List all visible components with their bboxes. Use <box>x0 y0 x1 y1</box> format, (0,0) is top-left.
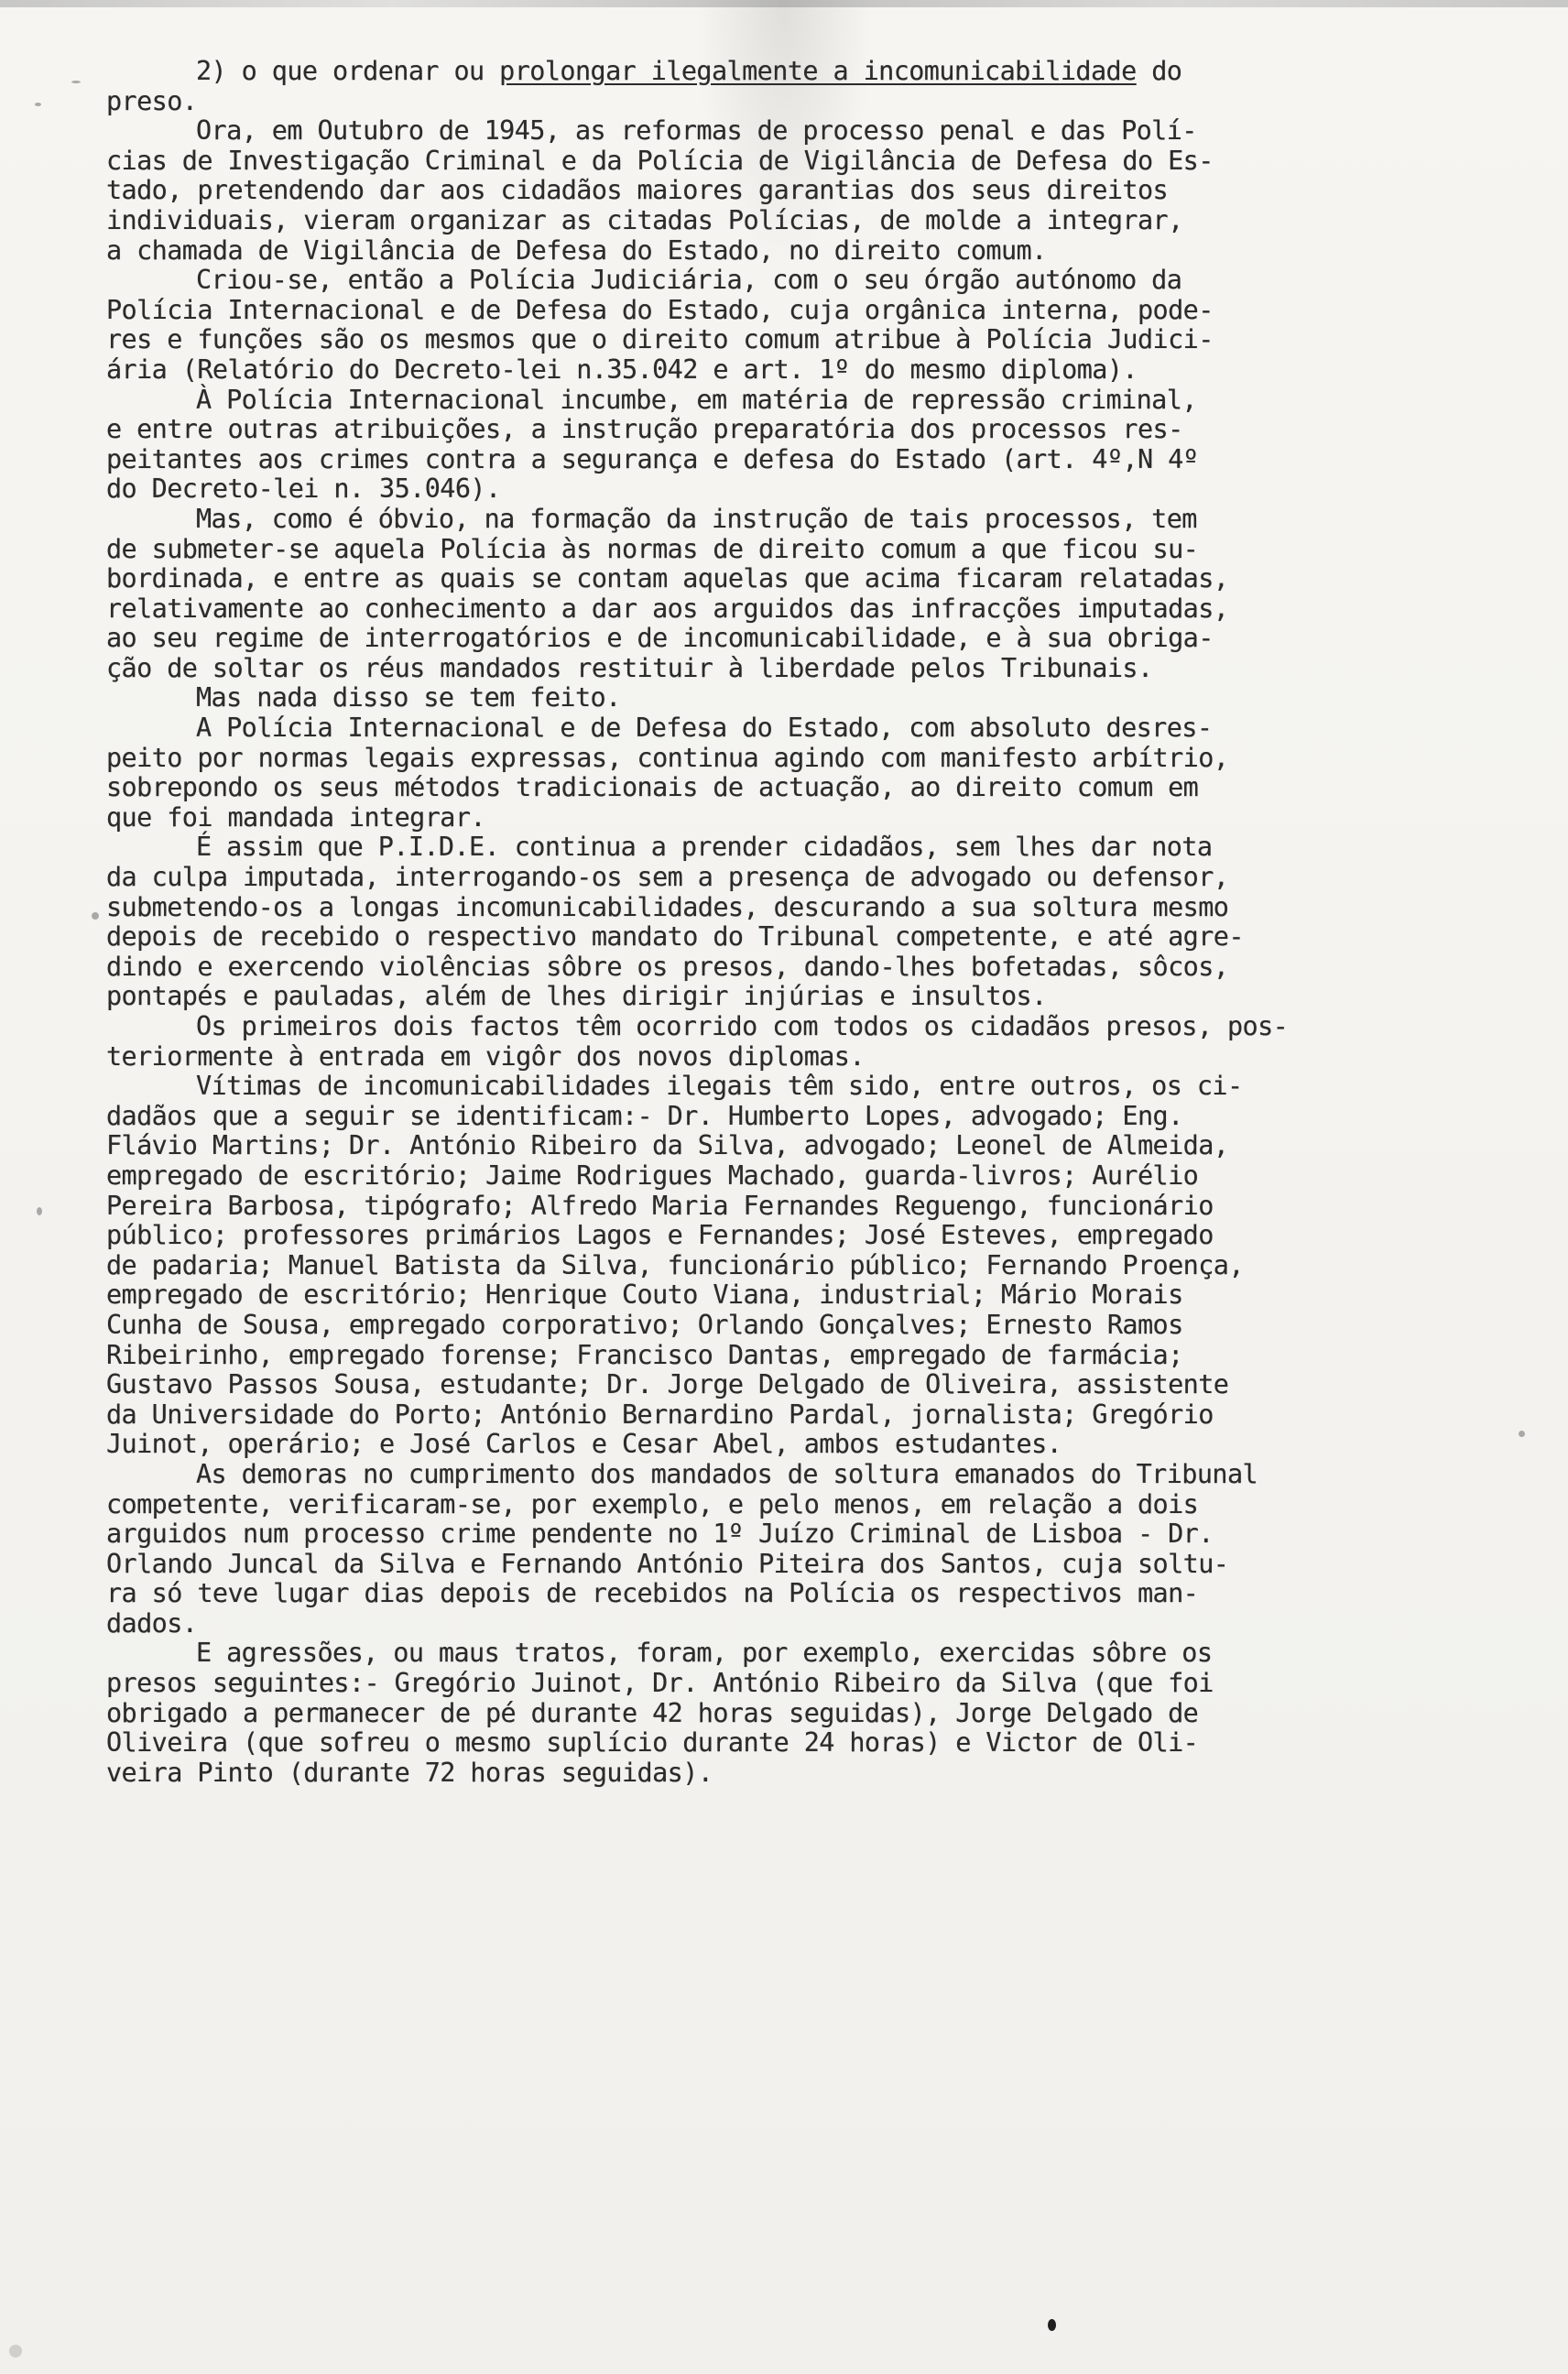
text-line <box>106 1430 1471 1460</box>
text-run: À Polícia Internacional incumbe, em matéria de repressão criminal, <box>196 384 1197 415</box>
text-line <box>106 1370 1471 1400</box>
text-line <box>106 1759 1471 1789</box>
text-line <box>106 445 1471 475</box>
text-run: A Polícia Internacional e de Defesa do Estado, com absoluto desres- <box>196 713 1213 744</box>
text-run: cias de Investigação Criminal e da Polícia de Vigilância de Defesa do Es- <box>106 145 1214 176</box>
text-line <box>106 1728 1471 1759</box>
text-line <box>106 1042 1471 1073</box>
text-line <box>106 833 1471 863</box>
text-run: empregado de escritório; Henrique Couto Viana, industrial; Mário Morais <box>106 1280 1183 1311</box>
text-run: do <box>1136 56 1182 86</box>
text-run: obrigado a permanecer de pé durante 42 horas seguidas), Jorge Delgado de <box>106 1697 1199 1728</box>
text-run: dadãos que a seguir se identificam:- Dr. Humberto Lopes, advogado; Eng. <box>106 1100 1183 1131</box>
text-line <box>106 236 1471 267</box>
text-run: ária (Relatório do Decreto-lei n.35.042 e art. 1º do mesmo diploma). <box>106 354 1138 385</box>
text-line <box>106 1102 1471 1132</box>
text-run: As demoras no cumprimento dos mandados de soltura emanados do Tribunal <box>196 1458 1258 1489</box>
text-line <box>106 683 1471 713</box>
text-line <box>106 863 1471 893</box>
text-line <box>106 386 1471 416</box>
text-run: Polícia Internacional e de Defesa do Estado, cuja orgânica interna, pode- <box>106 294 1214 325</box>
scan-speck <box>37 1207 42 1215</box>
text-run: tado, pretendendo dar aos cidadãos maiores garantias dos seus direitos <box>106 175 1169 206</box>
text-line <box>106 1639 1471 1669</box>
text-line <box>106 535 1471 565</box>
text-line <box>106 1550 1471 1580</box>
text-run: Pereira Barbosa, tipógrafo; Alfredo Maria Fernandes Reguengo, funcionário <box>106 1190 1214 1221</box>
text-run: Flávio Martins; Dr. António Ribeiro da Silva, advogado; Leonel de Almeida, <box>106 1130 1229 1161</box>
text-line <box>106 744 1471 774</box>
text-line <box>106 564 1471 594</box>
scan-speck <box>9 2345 22 2358</box>
text-run: ao seu regime de interrogatórios e de incomunicabilidade, e à sua obriga- <box>106 623 1214 654</box>
text-run: Vítimas de incomunicabilidades ilegais têm sido, entre outros, os ci- <box>196 1071 1243 1102</box>
text-run: arguidos num processo crime pendente no 1º Juízo Criminal de Lisboa - Dr. <box>106 1519 1214 1550</box>
ink-mark <box>1048 2319 1056 2331</box>
scan-speck <box>92 912 99 920</box>
text-line <box>106 505 1471 535</box>
text-run: ção de soltar os réus mandados restituir à liberdade pelos Tribunais. <box>106 652 1153 683</box>
text-line <box>106 296 1471 326</box>
text-line <box>106 1490 1471 1520</box>
text-line <box>106 87 1471 117</box>
text-run: ra só teve lugar dias depois de recebidos na Polícia os respectivos man- <box>106 1578 1199 1609</box>
text-line <box>106 654 1471 684</box>
text-line <box>106 415 1471 445</box>
text-line <box>106 773 1471 803</box>
text-line <box>106 803 1471 833</box>
text-line <box>106 1311 1471 1341</box>
text-line <box>106 1579 1471 1609</box>
text-run: Gustavo Passos Sousa, estudante; Dr. Jorge Delgado de Oliveira, assistente <box>106 1369 1229 1400</box>
text-line <box>106 893 1471 923</box>
text-line <box>106 266 1471 296</box>
text-run: presos seguintes:- Gregório Juinot, Dr. António Ribeiro da Silva (que foi <box>106 1668 1214 1699</box>
text-line <box>106 1609 1471 1639</box>
text-line <box>106 1221 1471 1251</box>
text-run: público; professores primários Lagos e Fernandes; José Esteves, empregado <box>106 1220 1214 1251</box>
text-line <box>106 624 1471 654</box>
text-run: Juinot, operário; e José Carlos e Cesar Abel, ambos estudantes. <box>106 1429 1062 1460</box>
underlined-text: prolongar ilegalmente a incomunicabilidade <box>499 56 1137 86</box>
text-run: peitantes aos crimes contra a segurança e defesa do Estado (art. 4º,N 4º <box>106 443 1199 474</box>
text-line <box>106 355 1471 386</box>
text-line <box>106 147 1471 177</box>
document-body <box>106 57 1471 1788</box>
text-run: pontapés e pauladas, além de lhes dirigir injúrias e insultos. <box>106 981 1047 1012</box>
text-run: dindo e exercendo violências sôbre os presos, dando-lhes bofetadas, sôcos, <box>106 951 1229 982</box>
text-run: depois de recebido o respectivo mandato do Tribunal competente, e até agre- <box>106 921 1244 953</box>
text-line <box>106 206 1471 236</box>
text-line <box>106 1161 1471 1192</box>
text-run: bordinada, e entre as quais se contam aquelas que acima ficaram relatadas, <box>106 563 1229 594</box>
text-line <box>106 1012 1471 1042</box>
text-run: empregado de escritório; Jaime Rodrigues Machado, guarda-livros; Aurélio <box>106 1160 1199 1191</box>
text-line <box>106 1192 1471 1222</box>
text-line <box>106 57 1471 87</box>
text-line <box>106 1400 1471 1431</box>
text-line <box>106 1131 1471 1161</box>
text-line <box>106 1251 1471 1281</box>
text-run: dados. <box>106 1607 198 1639</box>
text-line <box>106 325 1471 355</box>
text-run: do Decreto-lei n. 35.046). <box>106 474 501 505</box>
text-line <box>106 982 1471 1012</box>
text-run: res e funções são os mesmos que o direito comum atribue à Polícia Judici- <box>106 324 1214 355</box>
text-run: teriormente à entrada em vigôr dos novos diplomas. <box>106 1040 865 1072</box>
text-run: da culpa imputada, interrogando-os sem a presença de advogado ou defensor, <box>106 862 1229 893</box>
text-run: Oliveira (que sofreu o mesmo suplício durante 24 horas) e Victor de Oli- <box>106 1727 1199 1759</box>
text-run: Mas, como é óbvio, na formação da instrução de tais processos, tem <box>196 503 1197 534</box>
text-run: de padaria; Manuel Batista da Silva, funcionário público; Fernando Proença, <box>106 1249 1244 1280</box>
text-line <box>106 1341 1471 1371</box>
text-run: relativamente ao conhecimento a dar aos arguidos das infracções imputadas, <box>106 593 1229 624</box>
text-line <box>106 1699 1471 1729</box>
text-run: Mas nada disso se tem feito. <box>196 682 621 713</box>
text-line <box>106 922 1471 953</box>
text-run: da Universidade do Porto; António Bernardino Pardal, jornalista; Gregório <box>106 1399 1214 1430</box>
text-line <box>106 1519 1471 1550</box>
text-run: 2) o que ordenar ou <box>196 56 500 86</box>
text-line <box>106 116 1471 147</box>
text-run: individuais, vieram organizar as citadas Polícias, de molde a integrar, <box>106 204 1183 235</box>
text-line <box>106 1460 1471 1490</box>
text-line <box>106 594 1471 625</box>
text-line <box>106 953 1471 983</box>
text-run: preso. <box>106 85 198 116</box>
text-run: E agressões, ou maus tratos, foram, por exemplo, exercidas sôbre os <box>196 1638 1213 1669</box>
scan-top-edge <box>0 0 1568 7</box>
text-run: É assim que P.I.D.E. continua a prender cidadãos, sem lhes dar nota <box>196 832 1213 863</box>
text-line <box>106 1669 1471 1699</box>
text-run: Os primeiros dois factos têm ocorrido com todos os cidadãos presos, pos- <box>196 1011 1289 1041</box>
text-run: peito por normas legais expressas, continua agindo com manifesto arbítrio, <box>106 742 1229 773</box>
text-line <box>106 713 1471 744</box>
scan-speck <box>35 103 41 106</box>
text-run: Ribeirinho, empregado forense; Francisco Dantas, empregado de farmácia; <box>106 1339 1183 1370</box>
text-run: Orlando Juncal da Silva e Fernando António Piteira dos Santos, cuja soltu- <box>106 1548 1229 1579</box>
text-run: de submeter-se aquela Polícia às normas de direito comum a que ficou su- <box>106 533 1199 564</box>
text-line <box>106 474 1471 505</box>
text-line <box>106 176 1471 206</box>
scan-speck <box>1519 1431 1525 1437</box>
text-run: competente, verificaram-se, por exemplo, e pelo menos, em relação a dois <box>106 1488 1199 1519</box>
text-run: Criou-se, então a Polícia Judiciária, com o seu órgão autónomo da <box>196 265 1182 296</box>
text-run: sobrepondo os seus métodos tradicionais de actuação, ao direito comum em <box>106 772 1199 803</box>
text-run: a chamada de Vigilância de Defesa do Estado, no direito comum. <box>106 234 1047 266</box>
text-run: veira Pinto (durante 72 horas seguidas). <box>106 1757 713 1788</box>
text-run: Cunha de Sousa, empregado corporativo; Orlando Gonçalves; Ernesto Ramos <box>106 1309 1183 1340</box>
scan-speck <box>71 81 81 83</box>
text-line <box>106 1072 1471 1102</box>
text-run: submetendo-os a longas incomunicabilidades, descurando a sua soltura mesmo <box>106 891 1229 922</box>
text-run: que foi mandada integrar. <box>106 801 485 833</box>
text-run: e entre outras atribuições, a instrução preparatória dos processos res- <box>106 414 1183 445</box>
text-line <box>106 1280 1471 1311</box>
text-run: Ora, em Outubro de 1945, as reformas de processo penal e das Polí- <box>196 115 1197 147</box>
